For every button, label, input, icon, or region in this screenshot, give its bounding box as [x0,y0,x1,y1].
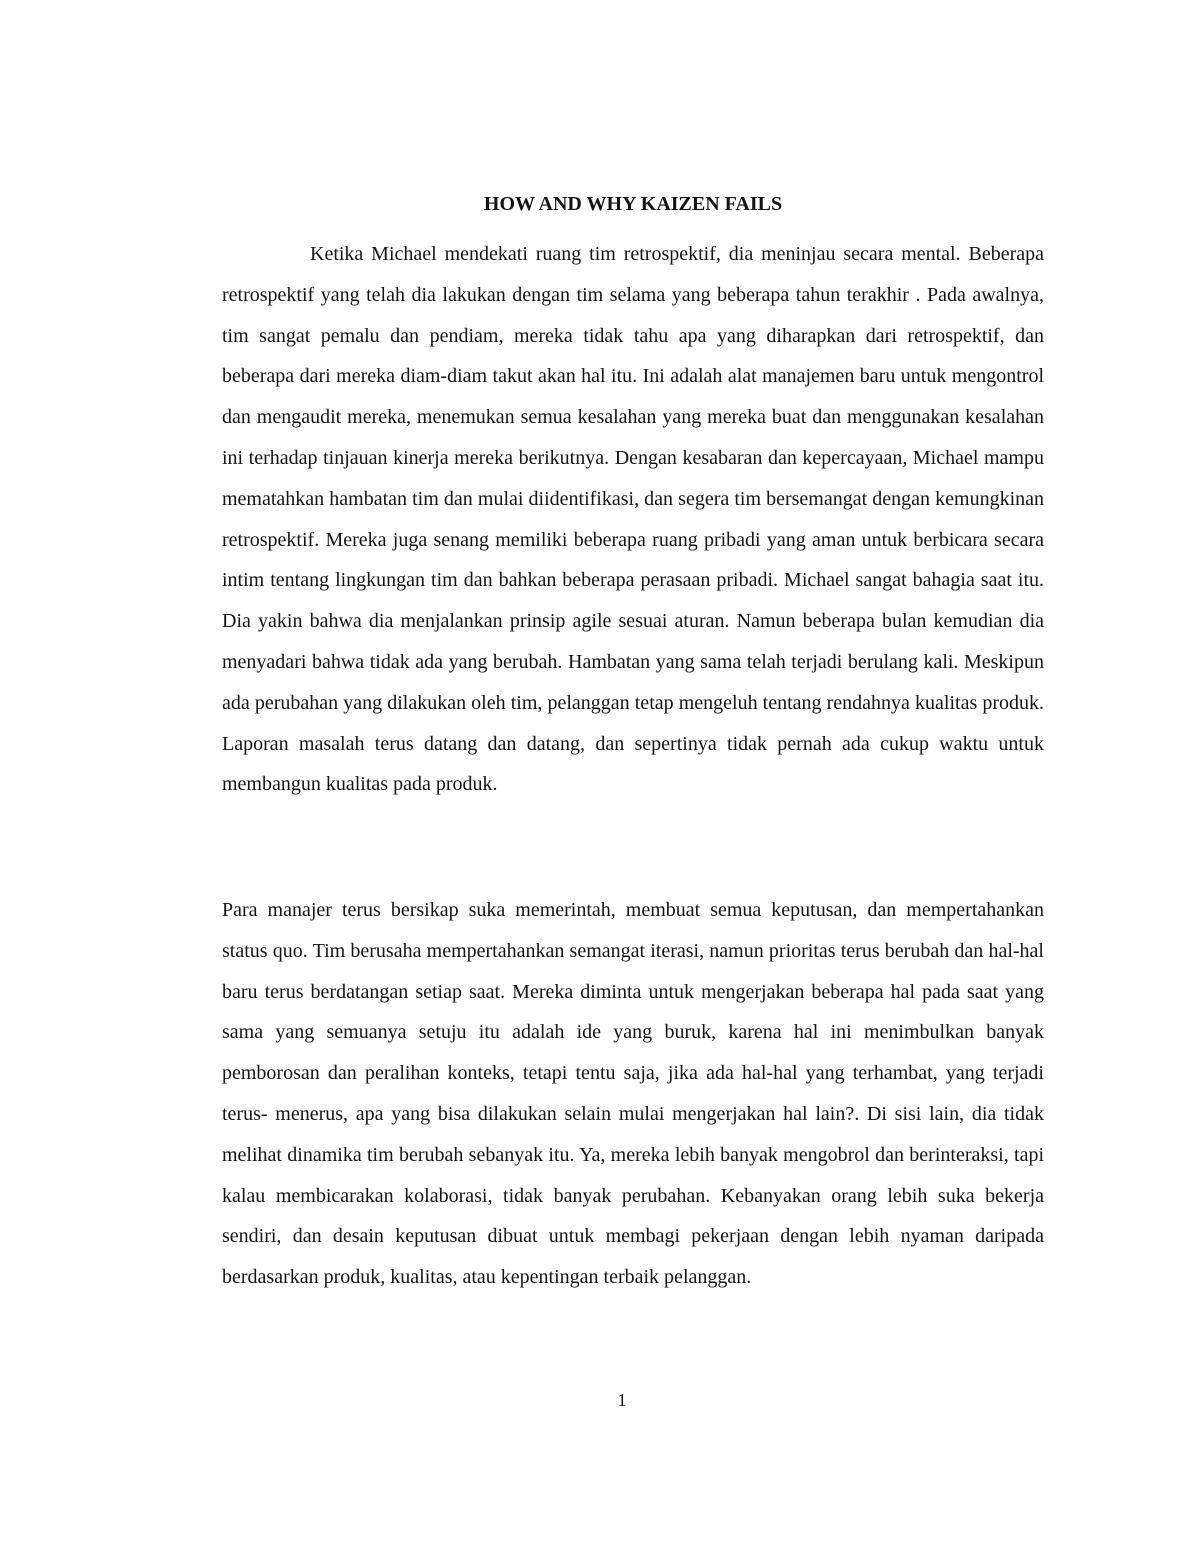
paragraph-2: Para manajer terus bersikap suka memerintah, membuat semua keputusan, dan mempertahankan status quo. Tim berusaha mempertahankan semangat iterasi, namun prioritas terus berubah dan hal-hal baru terus berdatangan setiap saat. Mereka diminta untuk mengerjakan beberapa hal pada saat yang sama yang semuanya setuju itu adalah ide yang buruk, karena hal ini menimbulkan banyak pemborosan dan peralihan konteks, tetapi tentu saja, jika ada hal-hal yang terhambat, yang terjadi terus- menerus, apa yang bisa dilakukan selain mulai mengerjakan hal lain?. Di sisi lain, dia tidak melihat dinamika tim berubah sebanyak itu. Ya, mereka lebih banyak mengobrol dan berinteraksi, tapi kalau membicarakan kolaborasi, tidak banyak perubahan. Kebanyakan orang lebih suka bekerja sendiri, dan desain keputusan dibuat untuk membagi pekerjaan dengan lebih nyaman daripada berdasarkan produk, kualitas, atau kepentingan terbaik pelanggan. [222,899,1044,1289]
page-title: HOW AND WHY KAIZEN FAILS [483,193,783,215]
paragraph-1: Ketika Michael mendekati ruang tim retrospektif, dia meninjau secara mental. Beberapa retrospektif yang telah dia lakukan dengan tim selama yang beberapa tahun terakhir . Pada awalnya, tim sangat pemalu dan pendiam, mereka tidak tahu apa yang diharapkan dari retrospektif, dan beberapa dari mereka diam-diam takut akan hal itu. Ini adalah alat manajemen baru untuk mengontrol dan mengaudit mereka, menemukan semua kesalahan yang mereka buat dan menggunakan kesalahan ini terhadap tinjauan kinerja mereka berikutnya. Dengan kesabaran dan kepercayaan, Michael mampu mematahkan hambatan tim dan mulai diidentifikasi, dan segera tim bersemangat dengan kemungkinan retrospektif. Mereka juga senang memiliki beberapa ruang pribadi yang aman untuk berbicara secara intim tentang lingkungan tim dan bahkan beberapa perasaan pribadi. Michael sangat bahagia saat itu. Dia yakin bahwa dia menjalankan prinsip agile sesuai aturan. Namun beberapa bulan kemudian dia menyadari bahwa tidak ada yang berubah. Hambatan yang sama telah terjadi berulang kali. Meskipun ada perubahan yang dilakukan oleh tim, pelanggan tetap mengeluh tentang rendahnya kualitas produk. Laporan masalah terus datang dan datang, dan sepertinya tidak pernah ada cukup waktu untuk membangun kualitas pada produk. [222,243,1044,796]
page-number: 1 [617,1390,627,1410]
